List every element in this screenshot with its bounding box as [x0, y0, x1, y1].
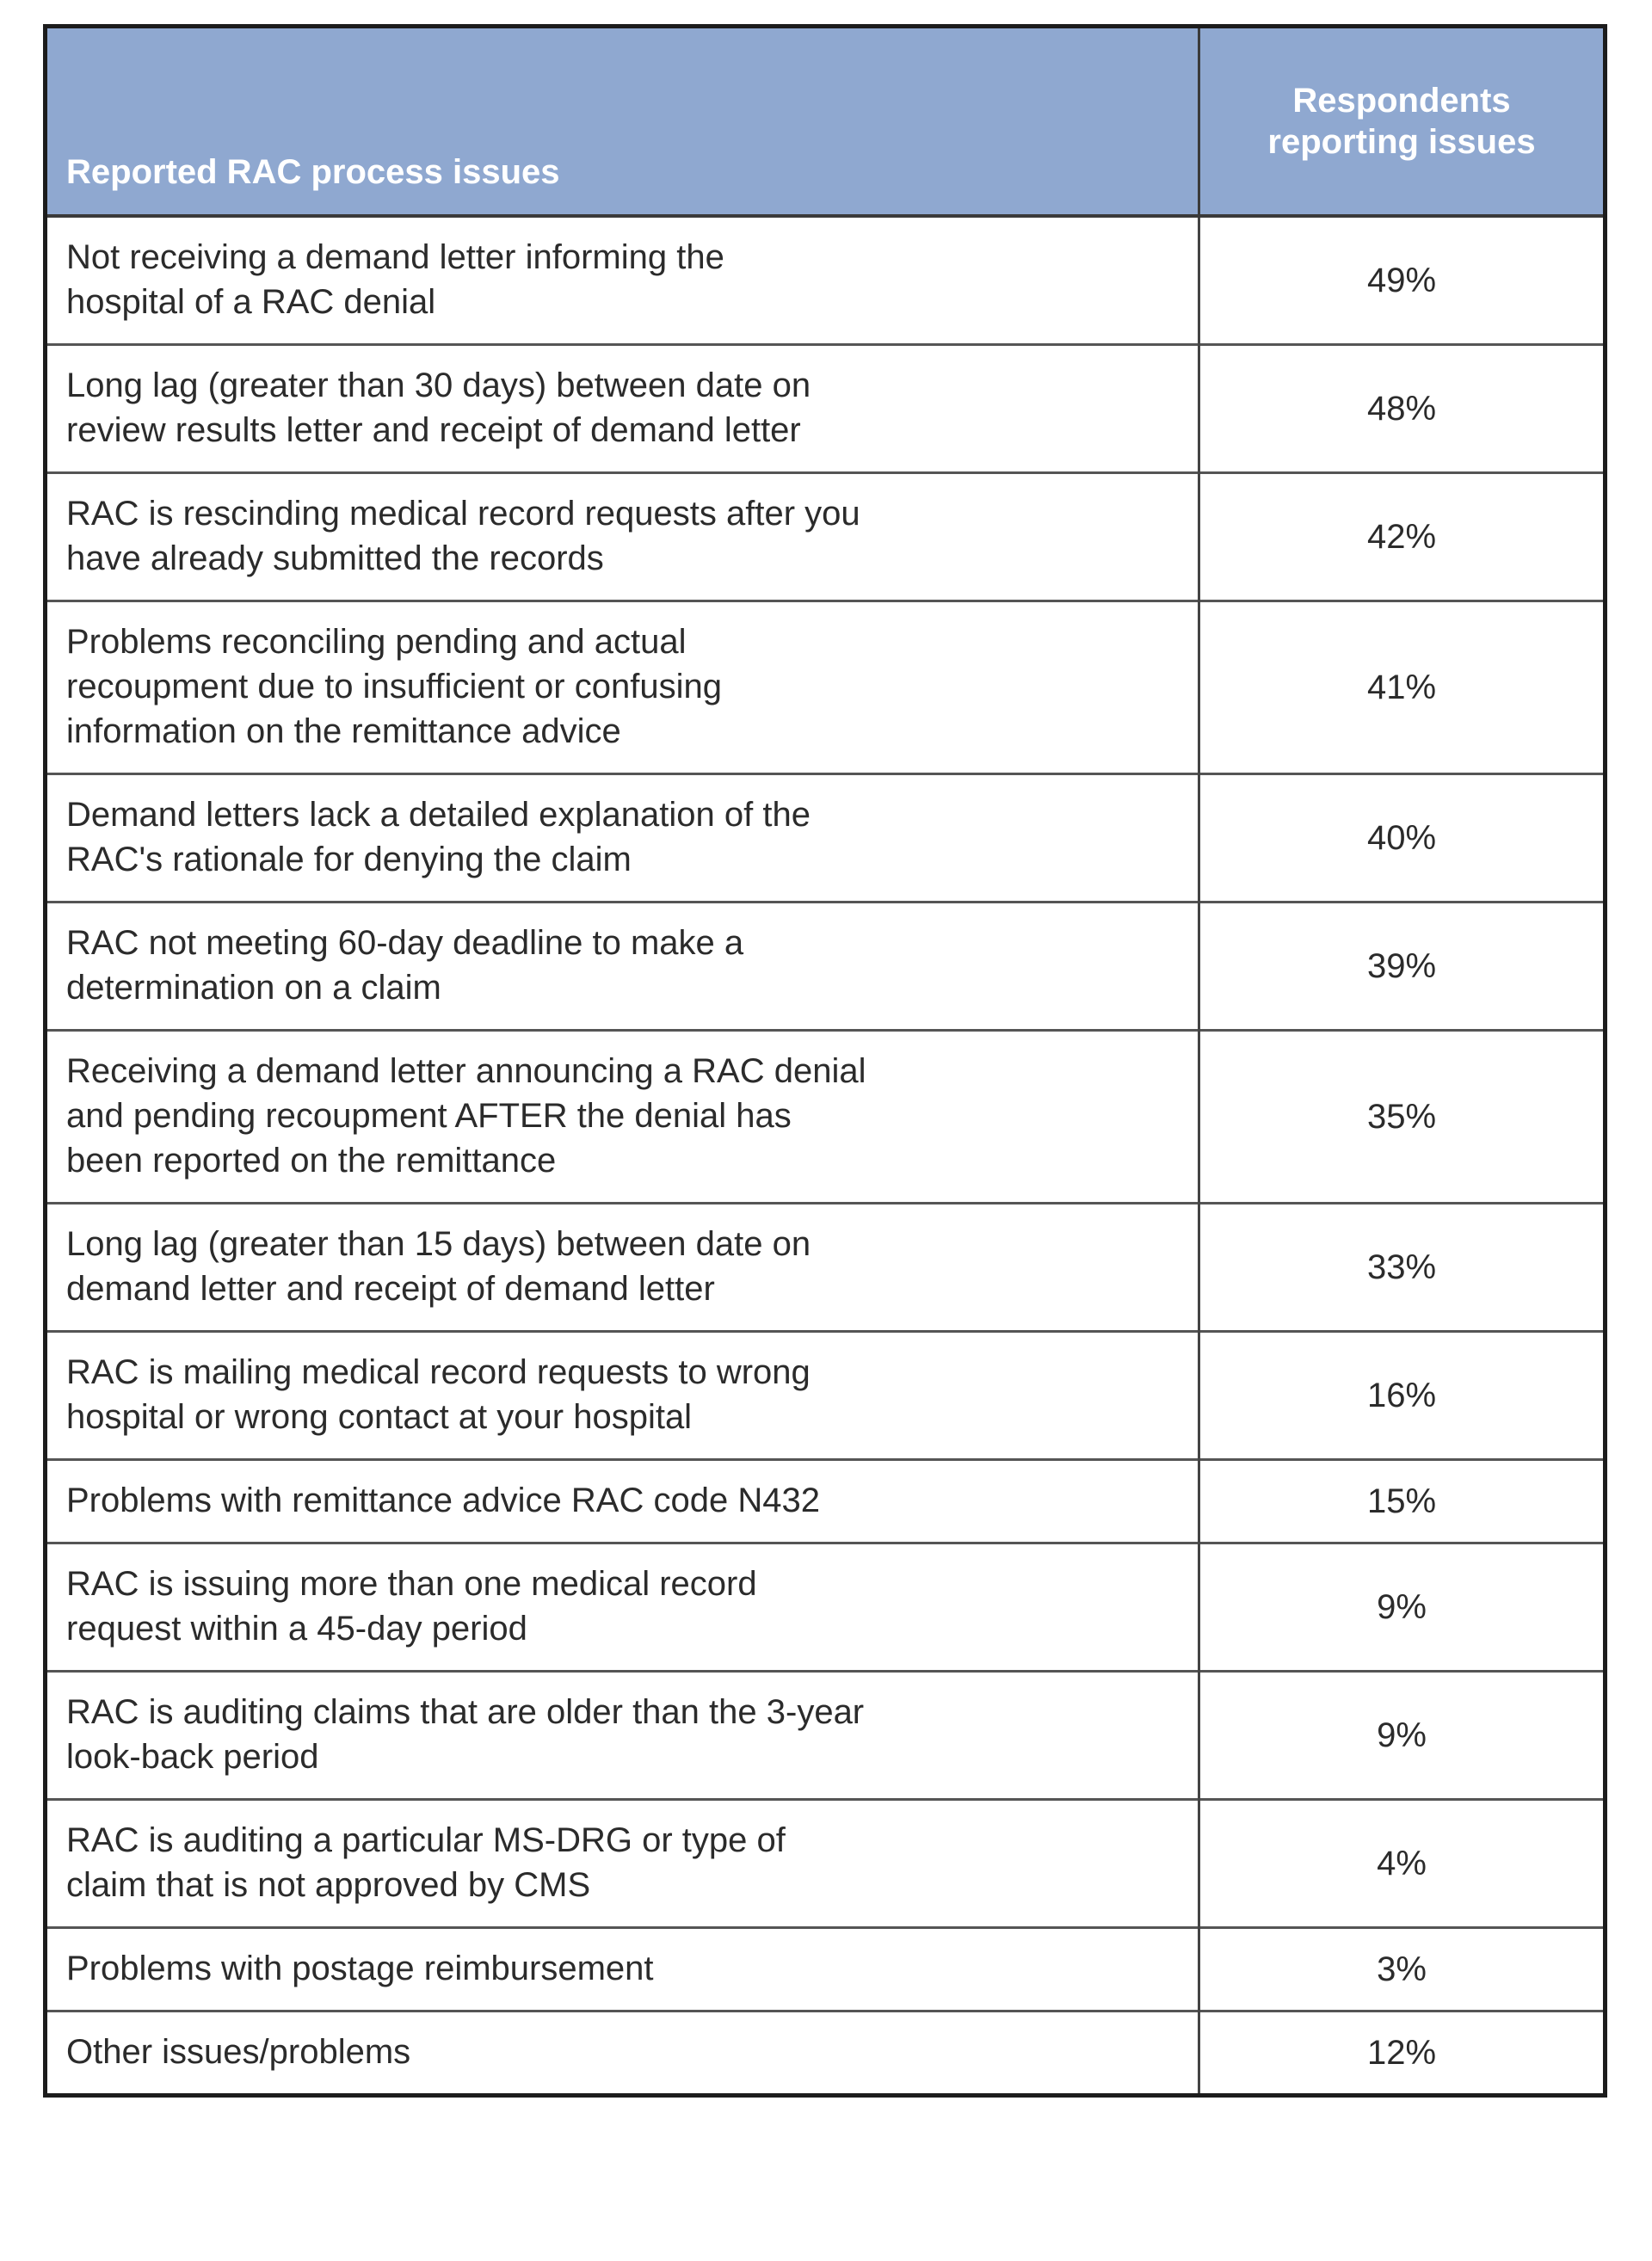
respondents-percent-cell: 16% [1199, 1332, 1606, 1460]
respondents-percent-cell: 3% [1199, 1928, 1606, 2011]
table-row [46, 1928, 1606, 2011]
issue-text-line: Other issues/problems [66, 2033, 411, 2071]
table-row [46, 2011, 1606, 2096]
respondents-percent-cell: 9% [1199, 1543, 1606, 1672]
table-body [46, 216, 1606, 2096]
table-row [46, 1543, 1606, 1672]
issue-text-line: Problems reconciling pending and actual [66, 623, 687, 661]
issue-cell [46, 1928, 1199, 2011]
issue-cell [46, 1800, 1199, 1928]
table-row [46, 774, 1606, 903]
respondents-percent-cell: 40% [1199, 774, 1606, 903]
issue-text-line: request within a 45-day period [66, 1610, 527, 1648]
table-header-row [46, 27, 1606, 217]
issue-text-line: have already submitted the records [66, 539, 604, 577]
table-row [46, 1332, 1606, 1460]
issue-cell [46, 1204, 1199, 1332]
respondents-percent-cell: 41% [1199, 601, 1606, 774]
rac-issues-table [43, 24, 1607, 2098]
respondents-percent-cell: 33% [1199, 1204, 1606, 1332]
issue-text-line: Long lag (greater than 15 days) between date on [66, 1225, 811, 1263]
issue-text-line: Problems with remittance advice RAC code N432 [66, 1482, 820, 1519]
issue-text-line: information on the remittance advice [66, 712, 621, 750]
respondents-percent-cell: 42% [1199, 473, 1606, 601]
table-row [46, 1460, 1606, 1543]
table-row [46, 1031, 1606, 1204]
respondents-percent-cell: 49% [1199, 216, 1606, 345]
issue-cell [46, 1672, 1199, 1800]
respondents-percent-cell: 4% [1199, 1800, 1606, 1928]
issue-text-line: RAC's rationale for denying the claim [66, 841, 632, 878]
issue-text-line: review results letter and receipt of demand letter [66, 411, 801, 449]
table-row [46, 1800, 1606, 1928]
column-header-respondents-line2: reporting issues [1267, 123, 1536, 161]
respondents-percent-cell: 39% [1199, 903, 1606, 1031]
issue-text-line: look-back period [66, 1738, 319, 1776]
issue-text-line: RAC is issuing more than one medical record [66, 1565, 757, 1603]
issue-cell [46, 774, 1199, 903]
rac-issues-table-container [43, 24, 1607, 2098]
table-row [46, 903, 1606, 1031]
table-row [46, 601, 1606, 774]
issue-cell [46, 345, 1199, 473]
table-row [46, 345, 1606, 473]
issue-text-line: Long lag (greater than 30 days) between date on [66, 367, 811, 404]
issue-text-line: Problems with postage reimbursement [66, 1950, 654, 1987]
issue-cell [46, 1332, 1199, 1460]
issue-cell [46, 903, 1199, 1031]
issue-text-line: Not receiving a demand letter informing the [66, 238, 724, 276]
column-header-respondents-line1: Respondents [1292, 82, 1511, 120]
respondents-percent-cell: 12% [1199, 2011, 1606, 2096]
issue-text-line: and pending recoupment AFTER the denial has [66, 1097, 792, 1135]
column-header-respondents [1199, 27, 1606, 217]
issue-text-line: hospital of a RAC denial [66, 283, 436, 321]
respondents-percent-cell: 35% [1199, 1031, 1606, 1204]
issue-cell [46, 1460, 1199, 1543]
issue-text-line: determination on a claim [66, 969, 441, 1007]
issue-cell [46, 1543, 1199, 1672]
issue-text-line: RAC is auditing a particular MS-DRG or type of [66, 1821, 786, 1859]
respondents-percent-cell: 48% [1199, 345, 1606, 473]
issue-text-line: Receiving a demand letter announcing a RAC denial [66, 1052, 866, 1090]
issue-text-line: Demand letters lack a detailed explanation of the [66, 796, 811, 834]
issue-cell [46, 473, 1199, 601]
table-row [46, 1672, 1606, 1800]
column-header-issue: Reported RAC process issues [46, 27, 1199, 217]
table-row [46, 216, 1606, 345]
issue-text-line: claim that is not approved by CMS [66, 1866, 591, 1904]
issue-text-line: RAC is mailing medical record requests to wrong [66, 1353, 811, 1391]
issue-text-line: RAC not meeting 60-day deadline to make a [66, 924, 744, 962]
respondents-percent-cell: 9% [1199, 1672, 1606, 1800]
issue-cell [46, 601, 1199, 774]
issue-text-line: recoupment due to insufficient or confusing [66, 668, 722, 705]
issue-cell [46, 1031, 1199, 1204]
issue-text-line: RAC is auditing claims that are older than the 3-year [66, 1693, 865, 1731]
issue-text-line: demand letter and receipt of demand letter [66, 1270, 715, 1308]
table-row [46, 473, 1606, 601]
issue-text-line: hospital or wrong contact at your hospital [66, 1398, 693, 1436]
issue-text-line: been reported on the remittance [66, 1142, 557, 1180]
table-header [46, 27, 1606, 217]
issue-text-line: RAC is rescinding medical record requests after you [66, 495, 860, 533]
issue-cell [46, 216, 1199, 345]
table-row [46, 1204, 1606, 1332]
respondents-percent-cell: 15% [1199, 1460, 1606, 1543]
issue-cell [46, 2011, 1199, 2096]
